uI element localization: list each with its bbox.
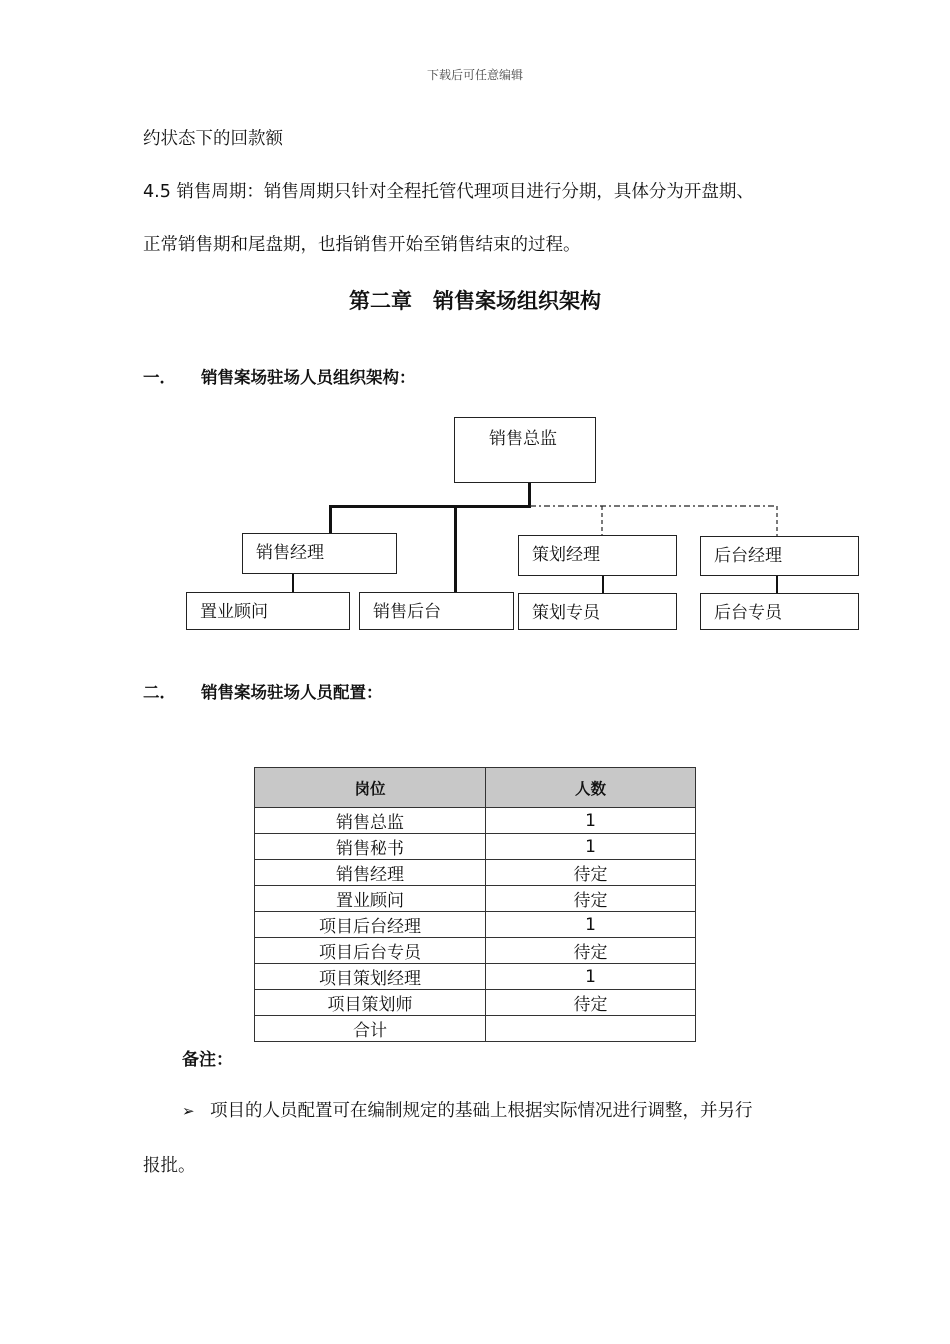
cell-position: 项目后台经理 bbox=[255, 912, 486, 938]
cell-position: 合计 bbox=[255, 1016, 486, 1042]
dashed-connector bbox=[528, 504, 780, 538]
cell-count: 待定 bbox=[486, 990, 696, 1016]
section-heading-org bbox=[143, 364, 416, 388]
connector-line bbox=[329, 505, 332, 535]
paragraph-line: 约状态下的回款额 bbox=[143, 129, 283, 149]
column-header-count: 人数 bbox=[486, 768, 696, 808]
table-row bbox=[255, 912, 696, 938]
staffing-table bbox=[254, 767, 696, 1042]
cell-count: 待定 bbox=[486, 860, 696, 886]
table-row bbox=[255, 808, 696, 834]
page-header-watermark: 下载后可任意编辑 bbox=[426, 68, 523, 82]
cell-position: 项目后台专员 bbox=[255, 938, 486, 964]
table-row bbox=[255, 964, 696, 990]
table-row bbox=[255, 886, 696, 912]
chapter-title: 第二章 销售案场组织架构 bbox=[349, 289, 601, 313]
cell-count: 待定 bbox=[486, 886, 696, 912]
cell-count: 待定 bbox=[486, 938, 696, 964]
paragraph-line: 正常销售期和尾盘期，也指销售开始至销售结束的过程。 bbox=[143, 235, 581, 255]
arrow-bullet-icon: ➢ bbox=[182, 1102, 195, 1120]
cell-position: 项目策划师 bbox=[255, 990, 486, 1016]
remarks-note bbox=[182, 1097, 753, 1122]
remarks-label: 备注： bbox=[182, 1050, 233, 1070]
org-node-backoffice-manager: 后台经理 bbox=[700, 536, 859, 576]
connector-line bbox=[329, 505, 530, 508]
cell-position: 销售经理 bbox=[255, 860, 486, 886]
section-number: 一． bbox=[143, 368, 176, 387]
table-row bbox=[255, 938, 696, 964]
table-row bbox=[255, 860, 696, 886]
org-node-sales-manager: 销售经理 bbox=[242, 533, 397, 574]
section-number: 二． bbox=[143, 683, 176, 702]
table-row bbox=[255, 990, 696, 1016]
cell-count bbox=[486, 1016, 696, 1042]
cell-position: 项目策划经理 bbox=[255, 964, 486, 990]
section-title: 销售案场驻场人员组织架构： bbox=[201, 368, 416, 387]
cell-position: 销售秘书 bbox=[255, 834, 486, 860]
table-row-total bbox=[255, 1016, 696, 1042]
org-node-backoffice-specialist: 后台专员 bbox=[700, 593, 859, 630]
connector-line bbox=[776, 575, 778, 594]
connector-line bbox=[454, 505, 457, 593]
section-heading-staffing bbox=[143, 679, 383, 703]
cell-count: 1 bbox=[486, 808, 696, 834]
connector-line bbox=[602, 575, 604, 594]
cell-count: 1 bbox=[486, 834, 696, 860]
section-title: 销售案场驻场人员配置： bbox=[201, 683, 383, 702]
column-header-position: 岗位 bbox=[255, 768, 486, 808]
table-row bbox=[255, 834, 696, 860]
remarks-line: 项目的人员配置可在编制规定的基础上根据实际情况进行调整，并另行 bbox=[210, 1101, 753, 1121]
org-node-sales-backoffice: 销售后台 bbox=[359, 592, 514, 630]
org-node-sales-director: 销售总监 bbox=[454, 417, 596, 483]
cell-position: 销售总监 bbox=[255, 808, 486, 834]
org-node-planning-manager: 策划经理 bbox=[518, 535, 677, 576]
org-node-planning-specialist: 策划专员 bbox=[518, 593, 677, 630]
remarks-line: 报批。 bbox=[143, 1156, 196, 1176]
org-node-consultant: 置业顾问 bbox=[186, 592, 350, 630]
cell-count: 1 bbox=[486, 964, 696, 990]
paragraph-sales-cycle: 4.5 销售周期：销售周期只针对全程托管代理项目进行分期，具体分为开盘期、 bbox=[143, 182, 754, 202]
cell-count: 1 bbox=[486, 912, 696, 938]
cell-position: 置业顾问 bbox=[255, 886, 486, 912]
table-header-row bbox=[255, 768, 696, 808]
